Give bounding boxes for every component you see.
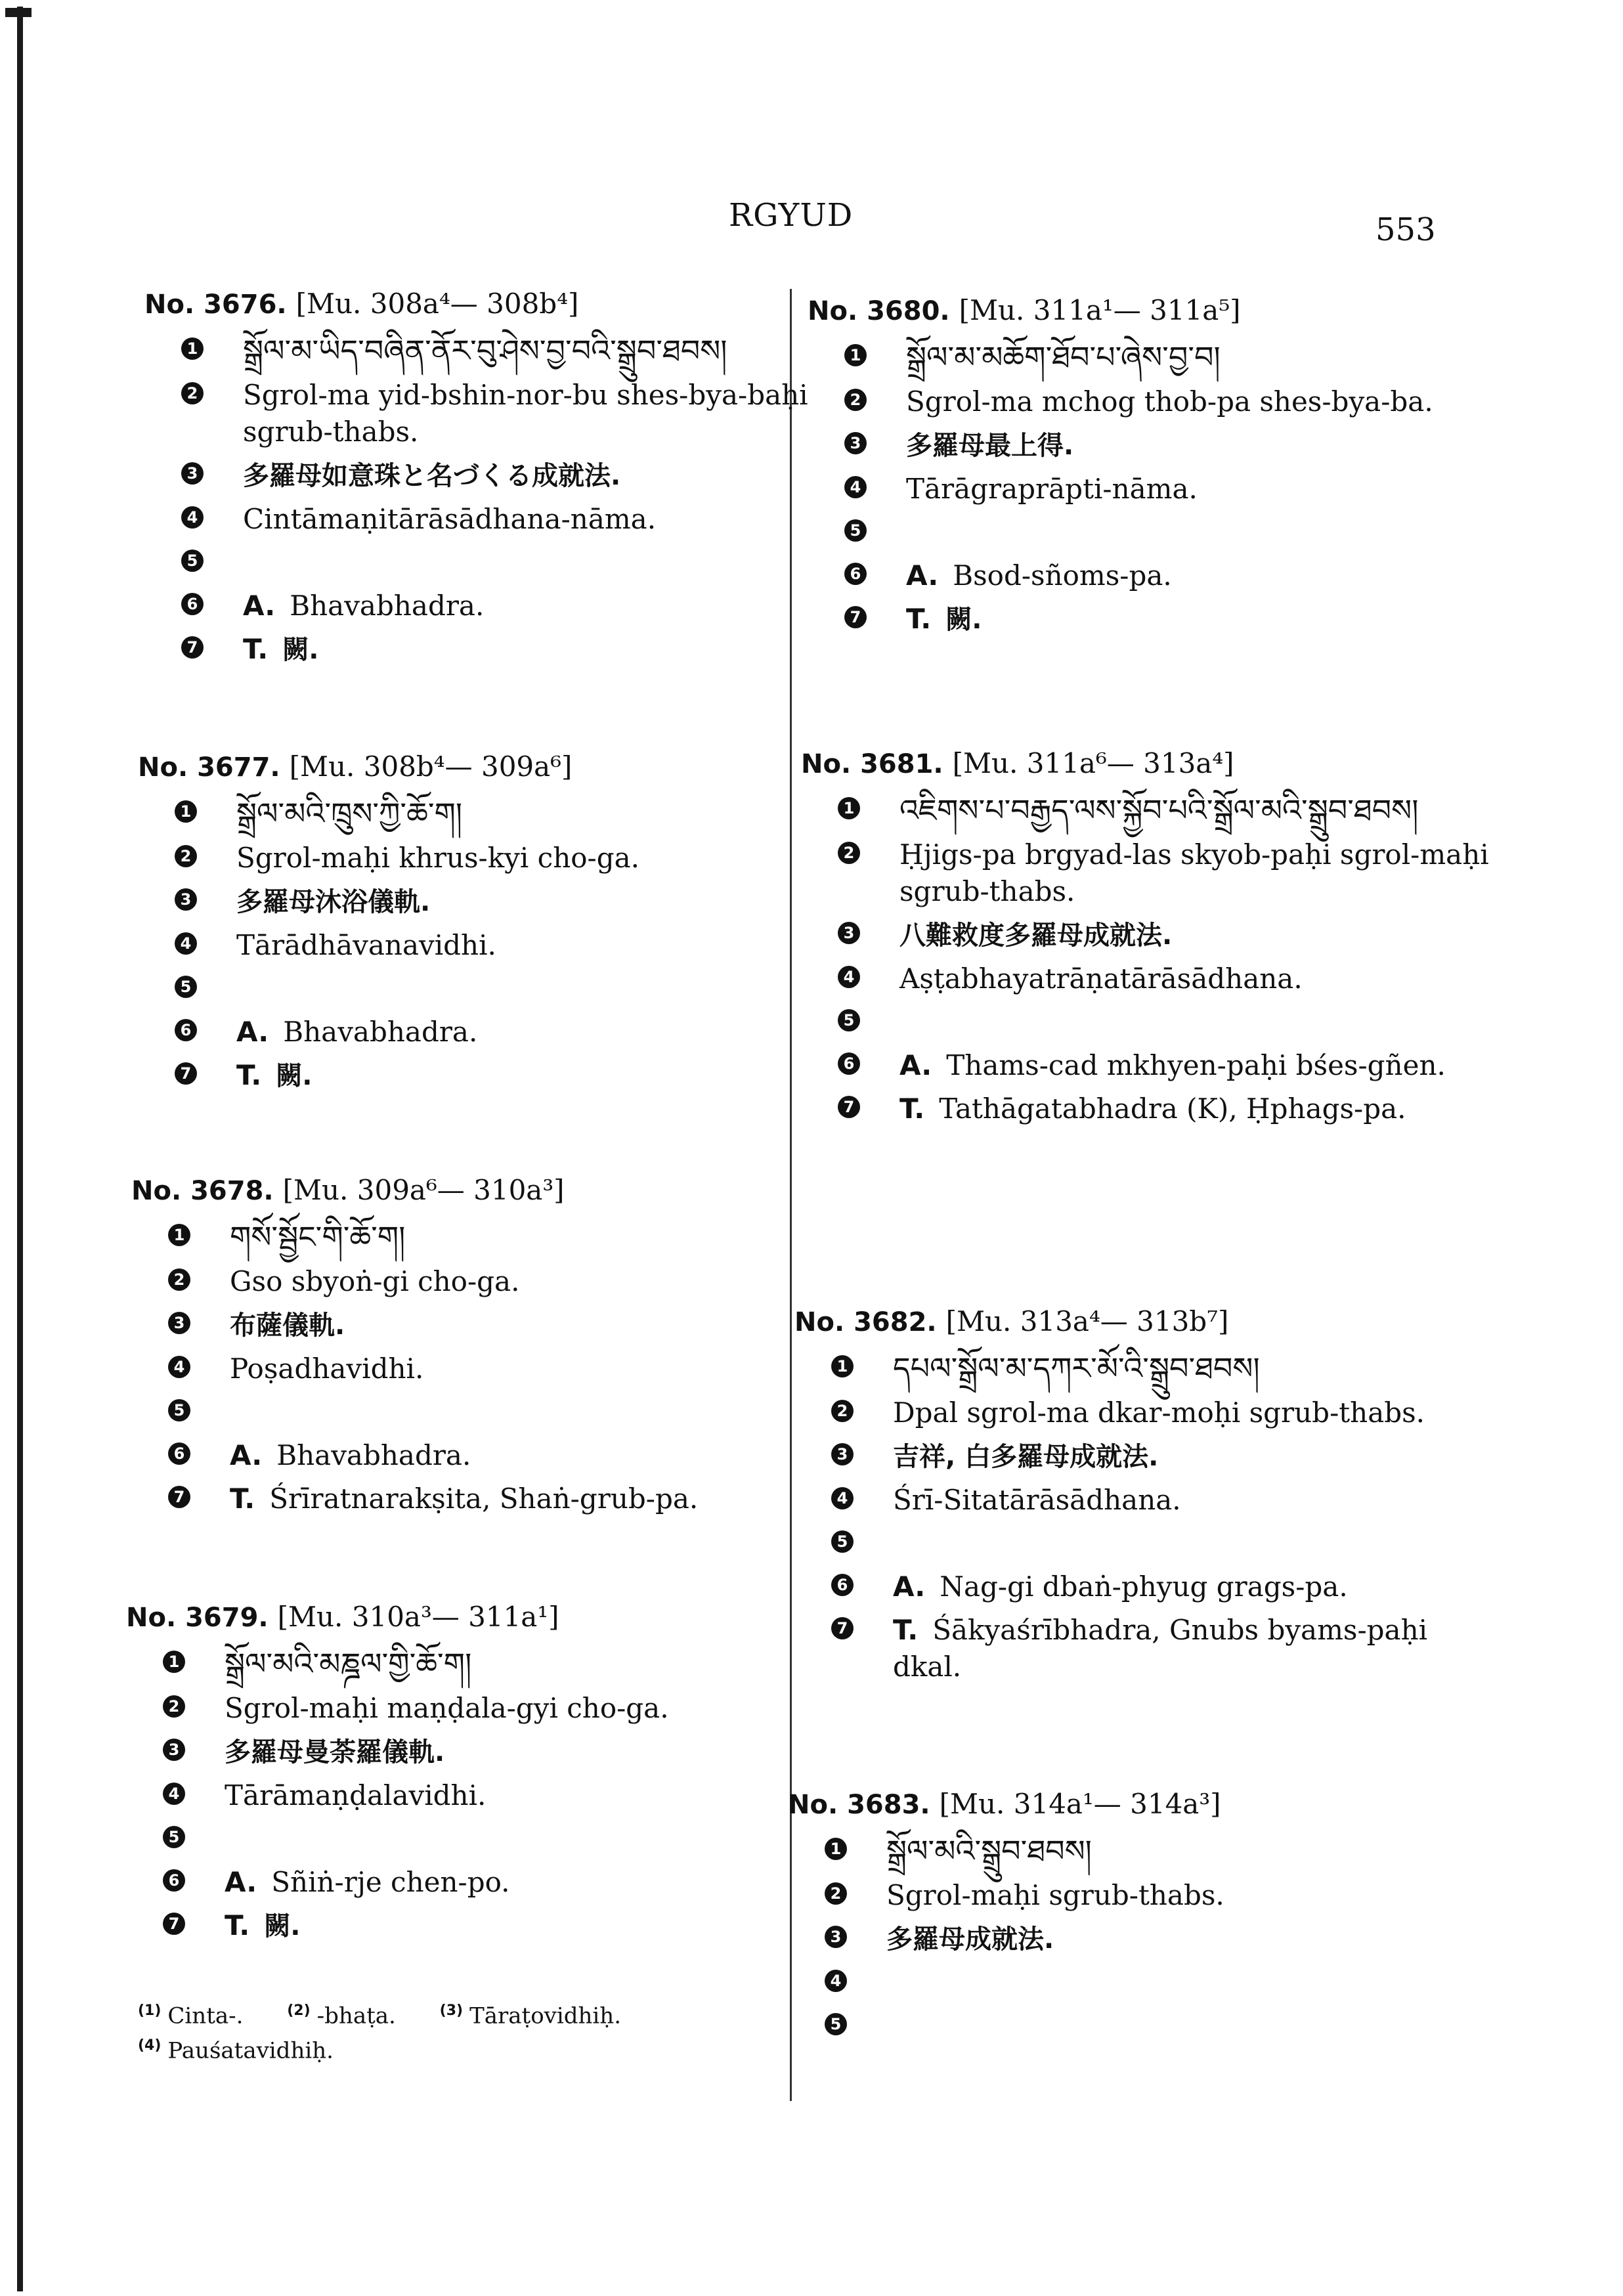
field-empty (788, 1964, 1484, 2001)
numeral-7-icon: 7 (163, 1913, 185, 1935)
entry-number: No. 3679. (126, 1603, 269, 1633)
entry-3680 (808, 292, 1504, 638)
entry-folio-ref: [Mu. 308b⁴— 309a⁶] (289, 750, 573, 783)
field-transliteration: 2 Dpal sgrol-ma dkar-moḥi sgrub-thabs. (794, 1395, 1490, 1431)
numeral-4-icon: 4 (163, 1783, 185, 1805)
numeral-4-icon: 4 (838, 966, 860, 988)
numeral-5-icon: 5 (838, 1009, 860, 1031)
numeral-3-icon: 3 (181, 462, 204, 485)
numeral-5-icon: 5 (181, 550, 204, 572)
entry-heading (808, 292, 1504, 330)
entry-number: No. 3682. (794, 1307, 937, 1337)
entry-number: No. 3676. (144, 290, 287, 320)
entry-number: No. 3677. (138, 752, 280, 783)
running-head: RGYUD (729, 197, 854, 234)
numeral-7-icon: 7 (181, 636, 204, 659)
field-tibetan-title: 1 གསོ་སྦྱོང་གི་ཆོ་ག། (131, 1219, 827, 1257)
field-author: 6 A. Sñiṅ-rje chen-po. (126, 1864, 822, 1901)
numeral-5-icon: 5 (163, 1826, 185, 1848)
field-transliteration: 2 Sgrol-maḥi sgrub-thabs. (788, 1877, 1484, 1914)
entry-folio-ref: [Mu. 310a³— 311a¹] (277, 1601, 559, 1633)
numeral-3-icon: 3 (844, 432, 867, 454)
numeral-1-icon: 1 (825, 1838, 847, 1860)
field-empty (801, 1004, 1497, 1041)
field-author: 6 A. Bhavabhadra. (131, 1437, 827, 1474)
footnote-1: $^{(1)}$ Cinta-. (138, 2003, 244, 2029)
numeral-3-icon: 3 (825, 1926, 847, 1948)
field-chinese-title: 3 布薩儀軌. (131, 1307, 827, 1344)
field-chinese-title: 3 多羅母如意珠と名づくる成就法. (144, 457, 840, 494)
numeral-7-icon: 7 (175, 1062, 197, 1085)
field-transliteration: 2 Sgrol-maḥi maṇḍala-gyi cho-ga. (126, 1690, 822, 1727)
numeral-5-icon: 5 (175, 976, 197, 998)
field-transliteration: 2 Gso sbyoṅ-gi cho-ga. (131, 1263, 827, 1300)
entry-folio-ref: [Mu. 309a⁶— 310a³] (282, 1174, 565, 1206)
field-empty (808, 514, 1504, 551)
numeral-2-icon: 2 (825, 1882, 847, 1905)
entry-heading (138, 748, 834, 786)
numeral-5-icon: 5 (831, 1530, 854, 1553)
field-tibetan-title: 1 སྒྲོལ་མའི་མཎྜལ་གྱི་ཆོ་ག། (126, 1645, 822, 1683)
field-author: 6 A. Bsod-sñoms-pa. (808, 557, 1504, 594)
entry-3676 (144, 286, 840, 668)
entry-number: No. 3683. (788, 1790, 930, 1820)
numeral-6-icon: 6 (163, 1869, 185, 1892)
field-author: 6 A. Bhavabhadra. (138, 1014, 834, 1051)
numeral-4-icon: 4 (181, 506, 204, 529)
field-tibetan-title: 1 སྒྲོལ་མའི་ཁྲུས་ཀྱི་ཆོ་ག། (138, 795, 834, 833)
numeral-3-icon: 3 (168, 1312, 190, 1334)
numeral-1-icon: 1 (175, 800, 197, 823)
field-sanskrit-title: 4 Tārāmaṇḍalavidhi. (126, 1777, 822, 1814)
entry-3682 (794, 1303, 1490, 1685)
field-author: 6 A. Thams-cad mkhyen-paḥi bśes-gñen. (801, 1047, 1497, 1084)
field-translator: 7 T. Śrīratnarakṣita, Shaṅ-grub-pa. (131, 1481, 827, 1517)
field-tibetan-title: 1 སྒྲོལ་མའི་སྒྲུབ་ཐབས། (788, 1832, 1484, 1871)
entry-number: No. 3678. (131, 1176, 274, 1206)
field-translator: 7 T. Śākyaśrībhadra, Gnubs byams-paḥi dkal. (794, 1612, 1490, 1685)
field-translator: 7 T. 闕. (808, 601, 1504, 638)
numeral-1-icon: 1 (844, 344, 867, 366)
field-transliteration: 2 Sgrol-ma mchog thob-pa shes-bya-ba. (808, 383, 1504, 420)
field-chinese-title: 3 多羅母成就法. (788, 1920, 1484, 1958)
field-translator: 7 T. 闕. (126, 1907, 822, 1945)
entry-heading (131, 1172, 827, 1209)
numeral-7-icon: 7 (844, 606, 867, 628)
field-chinese-title: 3 多羅母沐浴儀軌. (138, 883, 834, 921)
field-sanskrit-title: 4 Poṣadhavidhi. (131, 1351, 827, 1387)
numeral-6-icon: 6 (831, 1574, 854, 1596)
entry-heading (794, 1303, 1490, 1341)
field-sanskrit-title: 4 Aṣṭabhayatrāṇatārāsādhana. (801, 961, 1497, 997)
field-sanskrit-title: 4 Tārādhāvanavidhi. (138, 927, 834, 964)
field-empty (144, 544, 840, 581)
numeral-2-icon: 2 (831, 1400, 854, 1422)
entry-3677 (138, 748, 834, 1094)
numeral-6-icon: 6 (844, 563, 867, 585)
numeral-3-icon: 3 (175, 888, 197, 911)
footnote-2: $^{(2)}$ -bhaṭa. (287, 2003, 396, 2029)
numeral-1-icon: 1 (831, 1355, 854, 1377)
field-empty (788, 2008, 1484, 2045)
numeral-7-icon: 7 (831, 1617, 854, 1639)
entry-heading (801, 745, 1497, 783)
page-number: 553 (1375, 211, 1436, 248)
numeral-5-icon: 5 (844, 519, 867, 542)
entry-folio-ref: [Mu. 311a⁶— 313a⁴] (952, 747, 1234, 779)
field-transliteration: 2 Sgrol-maḥi khrus-kyi cho-ga. (138, 840, 834, 877)
field-translator: 7 T. 闕. (144, 631, 840, 668)
entry-folio-ref: [Mu. 311a¹— 311a⁵] (959, 294, 1241, 326)
numeral-5-icon: 5 (168, 1399, 190, 1421)
field-empty (131, 1394, 827, 1431)
left-margin-rule (17, 7, 23, 2291)
entry-3683 (788, 1786, 1484, 2045)
numeral-7-icon: 7 (838, 1096, 860, 1118)
footnotes (138, 1996, 658, 2066)
numeral-2-icon: 2 (168, 1268, 190, 1291)
field-author: 6 A. Nag-gi dbaṅ-phyug grags-pa. (794, 1569, 1490, 1605)
field-tibetan-title: 1 སྒྲོལ་མ་ཡིད་བཞིན་ནོར་བུ་ཤེས་བྱ་བའི་སྒྲུབ་ཐབས། (144, 332, 840, 370)
field-tibetan-title: 1 སྒྲོལ་མ་མཆོག་ཐོབ་པ་ཞེས་བྱ་བ། (808, 339, 1504, 377)
numeral-3-icon: 3 (831, 1443, 854, 1465)
numeral-1-icon: 1 (838, 797, 860, 819)
entry-heading (126, 1599, 822, 1636)
entry-heading (144, 286, 840, 323)
numeral-4-icon: 4 (825, 1970, 847, 1992)
numeral-6-icon: 6 (181, 593, 204, 615)
numeral-7-icon: 7 (168, 1486, 190, 1508)
numeral-2-icon: 2 (838, 842, 860, 864)
numeral-1-icon: 1 (168, 1224, 190, 1246)
numeral-6-icon: 6 (838, 1052, 860, 1075)
field-chinese-title: 3 多羅母最上得. (808, 427, 1504, 464)
numeral-3-icon: 3 (163, 1739, 185, 1761)
field-sanskrit-title: 4 Tārāgraprāpti-nāma. (808, 471, 1504, 508)
footnote-3: $^{(3)}$ Tāraṭovidhiḥ. (439, 2003, 622, 2029)
entry-number: No. 3680. (808, 296, 950, 326)
numeral-4-icon: 4 (175, 932, 197, 955)
numeral-4-icon: 4 (168, 1356, 190, 1378)
field-tibetan-title: 1 དཔལ་སྒྲོལ་མ་དཀར་མོ་འི་སྒྲུབ་ཐབས། (794, 1350, 1490, 1388)
numeral-6-icon: 6 (168, 1442, 190, 1465)
entry-3681 (801, 745, 1497, 1127)
entry-number: No. 3681. (801, 749, 943, 779)
numeral-3-icon: 3 (838, 922, 860, 944)
field-sanskrit-title: 4 Cintāmaṇitārāsādhana-nāma. (144, 501, 840, 538)
numeral-1-icon: 1 (181, 337, 204, 360)
field-translator: 7 T. 闕. (138, 1057, 834, 1094)
footnote-4: $^{(4)}$ Pauśatavidhiḥ. (138, 2037, 334, 2064)
numeral-5-icon: 5 (825, 2013, 847, 2035)
entry-heading (788, 1786, 1484, 1823)
field-chinese-title: 3 多羅母曼荼羅儀軌. (126, 1733, 822, 1771)
field-empty (794, 1525, 1490, 1562)
field-sanskrit-title: 4 Śrī-Sitatārāsādhana. (794, 1482, 1490, 1519)
field-tibetan-title: 1 འཇིགས་པ་བརྒྱད་ལས་སྐྱོབ་པའི་སྒྲོལ་མའི་སྒྲུབ་ཐབས། (801, 792, 1497, 830)
numeral-2-icon: 2 (175, 845, 197, 867)
field-chinese-title: 3 吉祥, 白多羅母成就法. (794, 1438, 1490, 1475)
entry-folio-ref: [Mu. 314a¹— 314a³] (939, 1788, 1221, 1820)
entry-3678 (131, 1172, 827, 1517)
entry-folio-ref: [Mu. 313a⁴— 313b⁷] (945, 1305, 1229, 1337)
field-empty (138, 970, 834, 1007)
entry-3679 (126, 1599, 822, 1945)
numeral-4-icon: 4 (844, 476, 867, 498)
field-chinese-title: 3 八難救度多羅母成就法. (801, 917, 1497, 954)
numeral-1-icon: 1 (163, 1651, 185, 1673)
field-translator: 7 T. Tathāgatabhadra (K), Ḥphags-pa. (801, 1091, 1497, 1127)
field-author: 6 A. Bhavabhadra. (144, 588, 840, 624)
numeral-2-icon: 2 (181, 382, 204, 404)
entry-folio-ref: [Mu. 308a⁴— 308b⁴] (295, 288, 579, 320)
field-empty (126, 1821, 822, 1857)
numeral-2-icon: 2 (163, 1695, 185, 1718)
numeral-6-icon: 6 (175, 1019, 197, 1041)
field-transliteration: 2 Ḥjigs-pa brgyad-las skyob-paḥi sgrol-maḥi sgrub-thabs. (801, 836, 1497, 910)
numeral-2-icon: 2 (844, 389, 867, 411)
field-transliteration: 2 Sgrol-ma yid-bshin-nor-bu shes-bya-baḥi sgrub-thabs. (144, 377, 840, 450)
numeral-4-icon: 4 (831, 1487, 854, 1509)
